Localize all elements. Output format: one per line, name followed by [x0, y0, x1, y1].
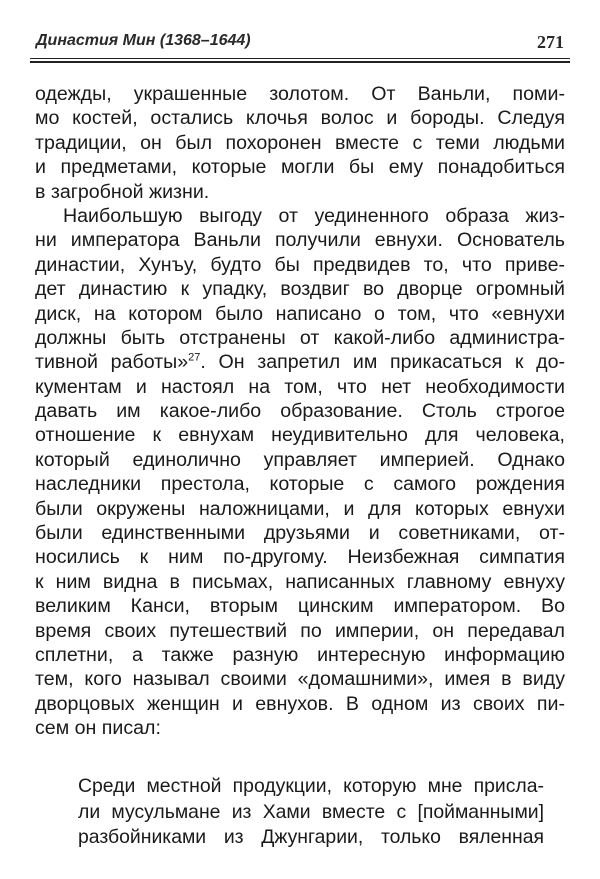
- text-line: к ним видна в письмах, написанных главному евнуху: [35, 570, 565, 593]
- text-line: в загробной жизни.: [35, 180, 210, 203]
- running-head: [30, 30, 568, 54]
- text-line: отношение к евнухам неудивительно для человека,: [35, 424, 565, 447]
- text-line: сем он писал:: [35, 717, 161, 740]
- quote-line: ли мусульмане из Хами вместе с [пойманными]: [78, 800, 544, 823]
- text-line: традиции, он был похоронен вместе с теми людьми: [35, 131, 565, 154]
- text-line: сплетни, а также разную интересную информацию: [35, 643, 565, 666]
- text-line: великим Канси, вторым цинским императором. Во: [35, 595, 565, 618]
- text-line: одежды, украшенные золотом. От Ваньли, поми-: [35, 83, 565, 105]
- text-line: кументам и настоял на том, что нет необходимости: [35, 375, 565, 398]
- quote-line: разбойниками из Джунгарии, только вяленная: [78, 826, 544, 848]
- header-rule: [30, 58, 570, 63]
- text-line: тем, кого называл своими «домашними», имея в виду: [35, 668, 565, 691]
- page-number: 271: [537, 32, 564, 52]
- quote-line: Среди местной продукции, которую мне присла-: [78, 775, 544, 797]
- footnote-ref: 27: [188, 351, 201, 364]
- block-quote: [78, 774, 544, 851]
- text-line: наследники престола, которые с самого рождения: [35, 473, 565, 496]
- text-fragment: . Он запретил им прикасаться к до-: [200, 351, 566, 374]
- text-line: диск, на котором было написано о том, что «евнухи: [35, 302, 565, 325]
- text-line: ни императора Ваньли получили евнухи. Основатель: [35, 229, 565, 252]
- text-line: были единственными друзьями и советниками, от-: [35, 522, 565, 545]
- text-line: династии, Хунъу, будто бы предвидев то, что приве-: [35, 253, 565, 276]
- text-line: мо костей, остались клочья волос и бороды. Следуя: [35, 107, 565, 130]
- text-line: дворцовых женщин и евнухов. В одном из своих пи-: [35, 692, 565, 715]
- running-title: Династия Мин (1368–1644): [36, 32, 251, 49]
- text-line-with-footnote: [35, 350, 565, 374]
- text-line: давать им какое-либо образование. Столь строгое: [35, 400, 565, 423]
- text-line: были окружены наложницами, и для которых евнухи: [35, 497, 565, 520]
- text-line: и предметами, которые могли бы ему понадобиться: [35, 156, 565, 179]
- text-line: должны быть отстранены от какой-либо администра-: [35, 326, 565, 349]
- text-line: Наибольшую выгоду от уединенного образа жиз-: [63, 204, 565, 227]
- text-fragment: тивной работы»: [35, 351, 189, 374]
- text-line: время своих путешествий по империи, он передавал: [35, 619, 565, 642]
- text-line: носились к ним по-другому. Неизбежная симпатия: [35, 546, 565, 569]
- text-line: дет династию к упадку, воздвиг во дворце огромный: [35, 278, 565, 301]
- body-text: [35, 82, 565, 741]
- text-line: который единолично управляет империей. Однако: [35, 448, 565, 471]
